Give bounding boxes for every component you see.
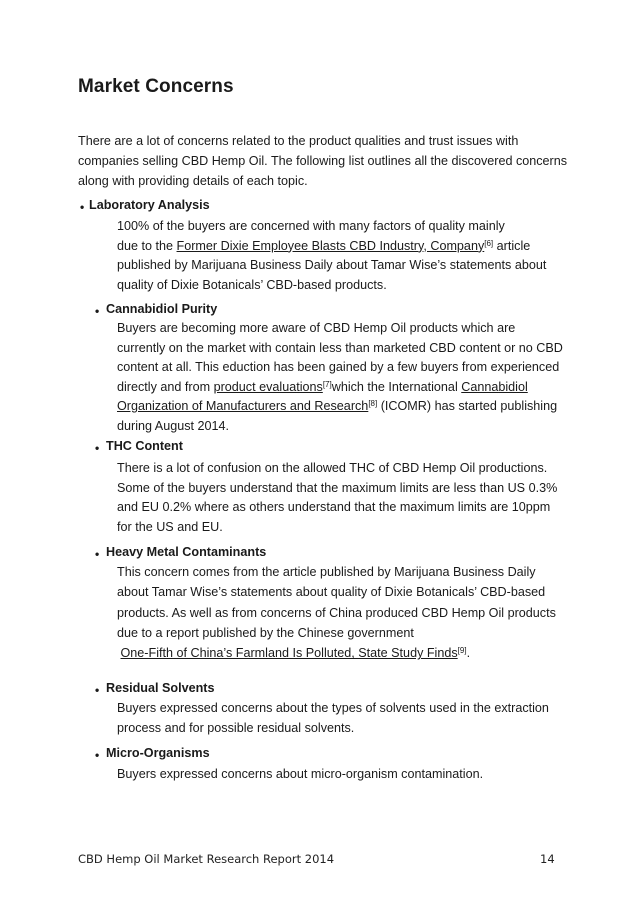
section-heading: Micro-Organisms xyxy=(106,746,210,760)
body-text: Buyers are becoming more aware of CBD Hemp Oil products which are currently on the market with contain less than marketed CBD content or no CBD content at all. This eduction has been gained by a few buyers from experienced directly and from xyxy=(117,321,563,394)
section-heading: Heavy Metal Contaminants xyxy=(106,545,267,559)
section-heading: Cannabidiol Purity xyxy=(106,302,218,316)
product-evaluations-link[interactable]: product evaluations xyxy=(213,379,323,394)
article-link-dixie[interactable]: Former Dixie Employee Blasts CBD Industry, Company xyxy=(176,238,485,253)
citation: [6] xyxy=(484,238,494,248)
china-farmland-link[interactable]: One-Fifth of China’s Farmland Is Polluted, State Study Finds xyxy=(120,646,458,661)
section-heading: Residual Solvents xyxy=(106,681,215,695)
page-number: 14 xyxy=(540,852,555,866)
body-text: due to the xyxy=(117,238,177,253)
body-text: (ICOMR) has started publishing during August 2014. xyxy=(117,399,558,433)
bullet-icon: • xyxy=(95,304,100,318)
intro-paragraph: There are a lot of concerns related to the product qualities and trust issues with companies selling CBD Hemp Oil. The following list outlines all the discovered concerns along with providing details of each topic. xyxy=(78,134,568,188)
section-heading: Laboratory Analysis xyxy=(89,198,210,212)
section-body: Buyers expressed concerns about micro-organism contamination. xyxy=(117,767,484,781)
icomr-link[interactable]: Cannabidiol Organization of Manufacturers and Research xyxy=(117,379,528,413)
body-text: which the International xyxy=(331,379,462,394)
section-body xyxy=(117,217,563,295)
citation: [7] xyxy=(322,379,332,389)
section-body xyxy=(117,319,563,436)
bullet-icon: • xyxy=(95,441,100,455)
footer-report-title: CBD Hemp Oil Market Research Report 2014 xyxy=(78,852,335,866)
body-text: . xyxy=(466,646,471,661)
body-text: This concern comes from the article published by Marijuana Business Daily about Tamar Wise’s statements about quality of Dixie Botanicals’ CBD-based products. As well as from concerns of China produced CBD Hemp Oil products due to a report published by the Chinese government xyxy=(117,565,556,640)
bullet-icon: • xyxy=(95,547,100,561)
section-body: There is a lot of confusion on the allowed THC of CBD Hemp Oil productions. Some of the buyers understand that the maximum limits are less than US 0.3% and EU 0.2% where as others understand that the maximum limits are 10ppm for the US and EU. xyxy=(117,461,558,534)
citation: [8] xyxy=(368,399,378,408)
section-body xyxy=(117,562,563,663)
bullet-icon: • xyxy=(95,748,100,762)
citation: [9] xyxy=(457,646,467,656)
section-heading: THC Content xyxy=(106,439,183,453)
bullet-icon: • xyxy=(95,683,100,697)
body-text: article published by Marijuana Business Daily about Tamar Wise’s statements about quality of Dixie Botanicals’ CBD-based products. xyxy=(117,238,547,292)
body-text: 100% of the buyers are concerned with many factors of quality mainly xyxy=(117,219,505,233)
section-body: Buyers expressed concerns about the types of solvents used in the extraction process and for possible residual solvents. xyxy=(117,701,549,735)
bullet-icon: • xyxy=(80,200,85,214)
page-title: Market Concerns xyxy=(78,76,234,97)
